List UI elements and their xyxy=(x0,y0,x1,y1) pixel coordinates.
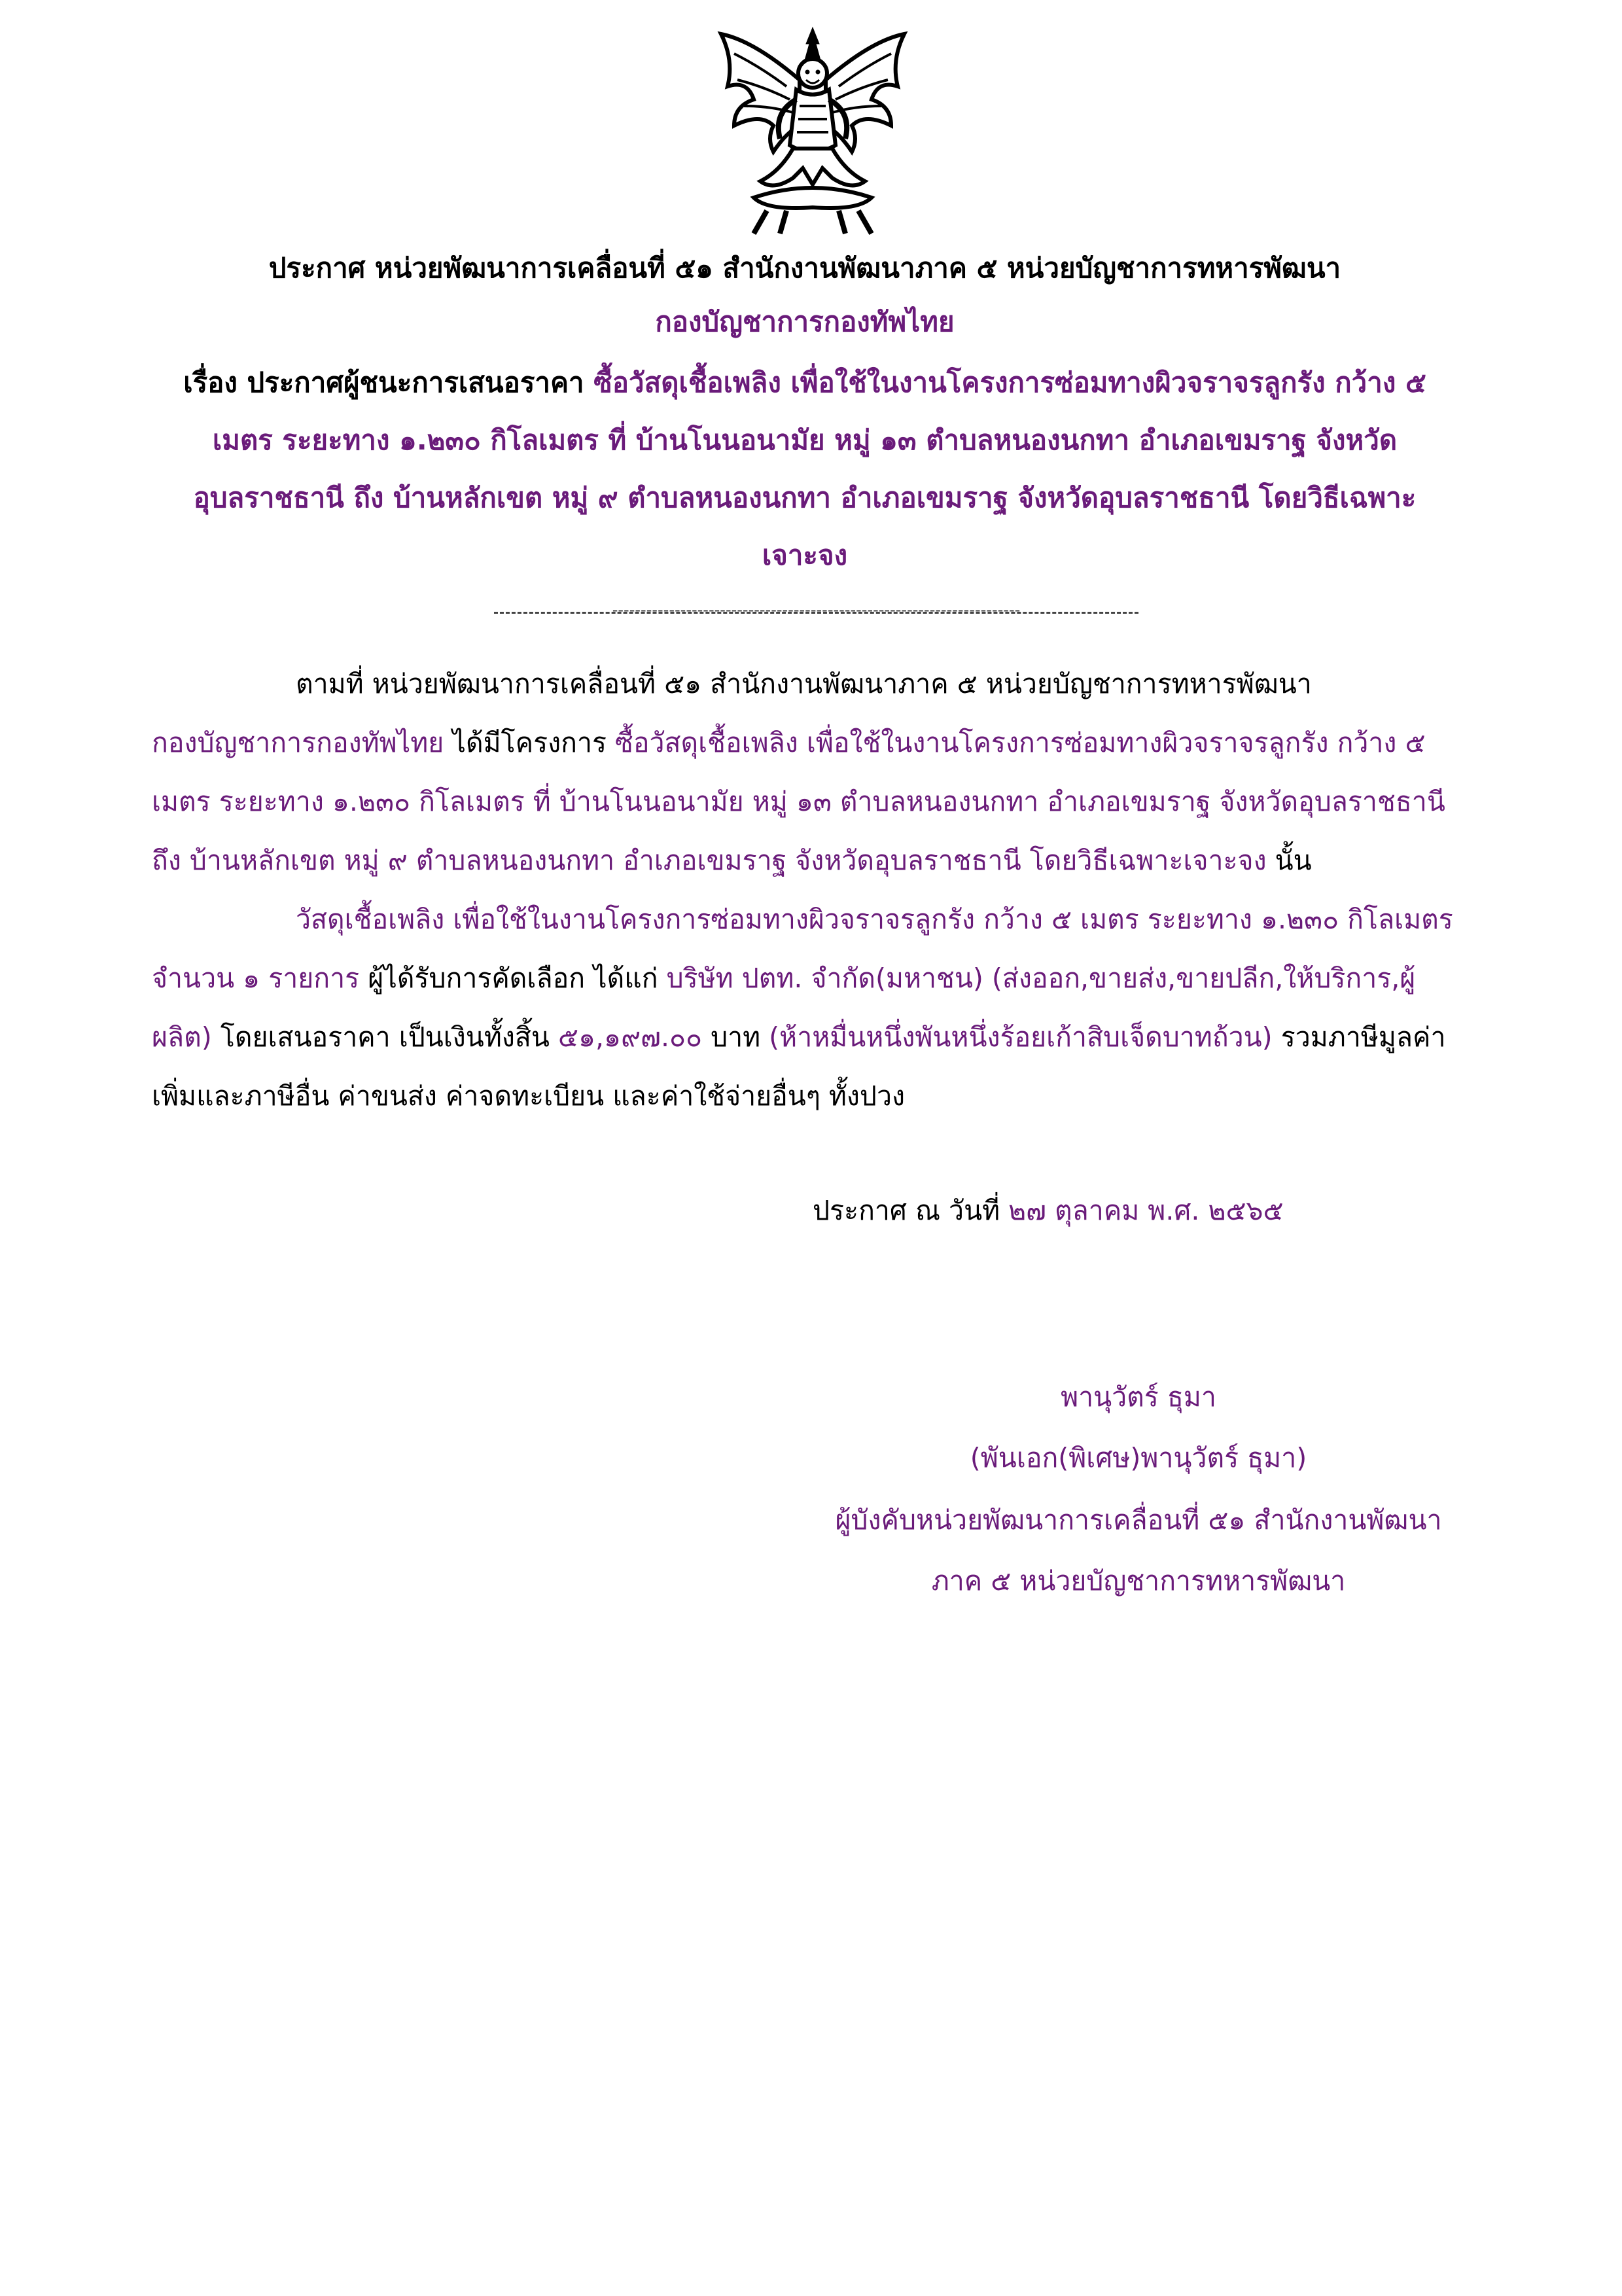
body-paragraph-2-line-2 xyxy=(152,952,1473,1004)
subject-prefix: เรื่อง ประกาศผู้ชนะการเสนอราคา xyxy=(183,366,594,398)
body-paragraph-1-line-2 xyxy=(152,716,1473,769)
divider-text: ------------------------------------------------------------------------ xyxy=(612,601,1021,619)
body-paragraph-2-line-3 xyxy=(152,1011,1473,1063)
garuda-emblem-icon xyxy=(708,14,917,240)
project-location-end: ถึง บ้านหลักเขต หมู่ ๙ ตำบลหนองนกทา อำเภอเขมราฐ จังหวัดอุบลราชธานี โดยวิธีเฉพาะเจาะจง xyxy=(152,845,1267,876)
announcement-title: ประกาศ หน่วยพัฒนาการเคลื่อนที่ ๕๑ สำนักงานพัฒนาภาค ๕ หน่วยบัญชาการทหารพัฒนา xyxy=(268,252,1341,284)
signer-position-line-1: ผู้บังคับหน่วยพัฒนาการเคลื่อนที่ ๕๑ สำนักงานพัฒนา xyxy=(835,1504,1442,1536)
body-paragraph-1-line-4 xyxy=(152,834,1473,887)
printed-name: (พันเอก(พิเศษ)พานุวัตร์ ธุมา) xyxy=(970,1442,1307,1474)
quantity: จำนวน ๑ รายการ xyxy=(152,963,360,994)
price-intro: โดยเสนอราคา เป็นเงินทั้งสิ้น xyxy=(211,1021,558,1053)
date-prefix: ประกาศ ณ วันที่ xyxy=(813,1195,1009,1226)
signer-position-line-2: ภาค ๕ หน่วยบัญชาการทหารพัฒนา xyxy=(931,1565,1346,1597)
body-paragraph-2-line-1: วัสดุเชื้อเพลิง เพื่อใช้ในงานโครงการซ่อมทางผิวจราจรลูกรัง กว้าง ๕ เมตร ระยะทาง ๑.๒๓๐ กิโลเมตร xyxy=(296,904,1453,935)
date-value: ๒๗ ตุลาคม พ.ศ. ๒๕๖๕ xyxy=(1008,1195,1284,1226)
price-amount: ๕๑,๑๙๗.๐๐ xyxy=(557,1021,703,1053)
subject-line xyxy=(150,363,1459,402)
winner-intro: ผู้ได้รับการคัดเลือก ได้แก่ xyxy=(359,963,667,994)
paragraph-end: นั้น xyxy=(1266,845,1312,876)
project-name: ซื้อวัสดุเชื้อเพลิง เพื่อใช้ในงานโครงการซ่อมทางผิวจราจรลูกรัง กว้าง ๕ xyxy=(615,727,1426,758)
body-paragraph-2-line-4: เพิ่มและภาษีอื่น ค่าขนส่ง ค่าจดทะเบียน และค่าใช้จ่ายอื่นๆ ทั้งปวง xyxy=(152,1080,906,1112)
price-in-words: (ห้าหมื่นหนึ่งพันหนึ่งร้อยเก้าสิบเจ็ดบาทถ้วน) xyxy=(769,1021,1273,1053)
announcement-date xyxy=(813,1191,1284,1230)
subject-line-4: เจาะจง xyxy=(762,539,848,571)
announcement-title-org: กองบัญชาการกองทัพไทย xyxy=(655,306,955,338)
signed-name: พานุวัตร์ ธุมา xyxy=(1061,1381,1216,1413)
vendor-name-end: ผลิต) xyxy=(152,1021,212,1053)
tax-note: รวมภาษีมูลค่า xyxy=(1272,1021,1446,1053)
subject-project: ซื้อวัสดุเชื้อเพลิง เพื่อใช้ในงานโครงการซ่อมทางผิวจราจรลูกรัง กว้าง ๕ xyxy=(593,366,1426,398)
body-paragraph-1-line-1: ตามที่ หน่วยพัฒนาการเคลื่อนที่ ๕๑ สำนักงานพัฒนาภาค ๕ หน่วยบัญชาการทหารพัฒนา xyxy=(296,668,1312,699)
org-name: กองบัญชาการกองทัพไทย xyxy=(152,727,444,758)
vendor-name: บริษัท ปตท. จำกัด(มหาชน) (ส่งออก,ขายส่ง,ขายปลีก,ให้บริการ,ผู้ xyxy=(666,963,1416,994)
body-paragraph-1-line-3: เมตร ระยะทาง ๑.๒๓๐ กิโลเมตร ที่ บ้านโนนอนามัย หมู่ ๑๓ ตำบลหนองนกทา อำเภอเขมราฐ จังหวัดอุบลราชธานี xyxy=(152,786,1445,817)
project-intro: ได้มีโครงการ xyxy=(444,727,616,758)
price-unit: บาท xyxy=(702,1021,769,1053)
subject-line-2: เมตร ระยะทาง ๑.๒๓๐ กิโลเมตร ที่ บ้านโนนอนามัย หมู่ ๑๓ ตำบลหนองนกทา อำเภอเขมราฐ จังหวัด xyxy=(212,424,1398,456)
subject-line-3: อุบลราชธานี ถึง บ้านหลักเขต หมู่ ๙ ตำบลหนองนกทา อำเภอเขมราฐ จังหวัดอุบลราชธานี โดยวิธีเฉพาะ xyxy=(193,482,1417,514)
